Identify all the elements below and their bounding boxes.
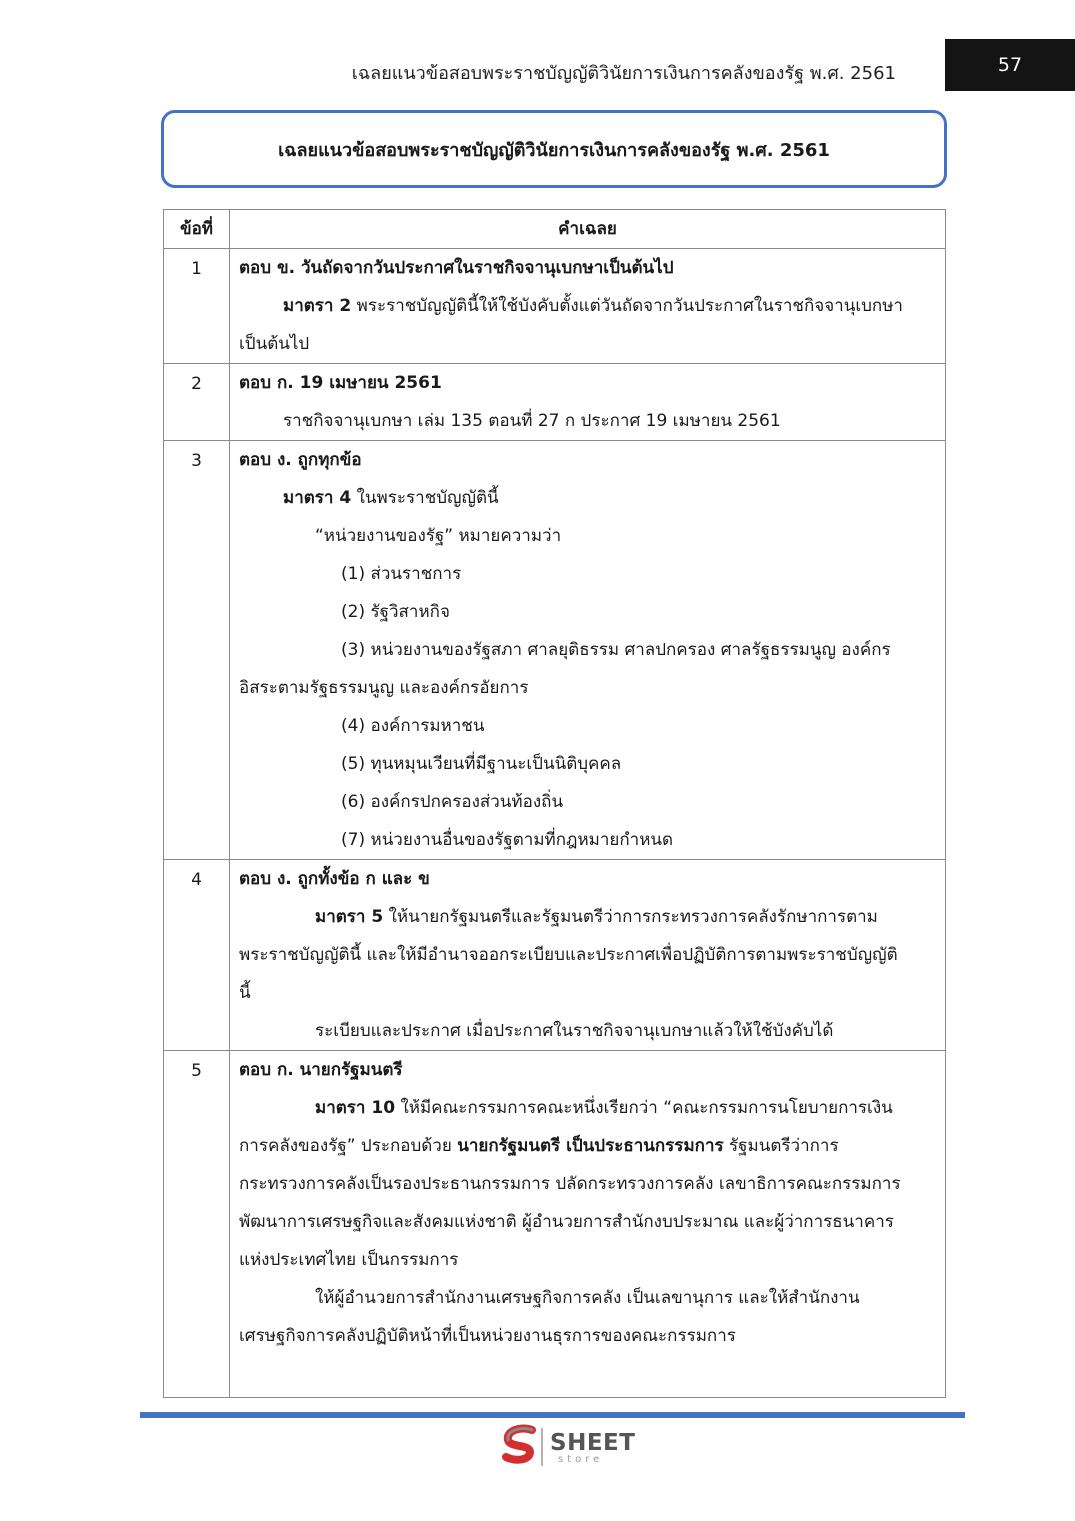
second-paragraph-continuation: เศรษฐกิจการคลังปฏิบัติหน้าที่เป็นหน่วยงานธุรการของคณะกรรมการ: [239, 1326, 736, 1346]
line-text: รัฐมนตรีว่าการ: [723, 1136, 839, 1156]
list-item: (6) องค์กรปกครองส่วนท้องถิ่น: [341, 792, 564, 812]
section-label: มาตรา 4: [283, 488, 352, 508]
answer-line: ตอบ ก. นายกรัฐมนตรี: [239, 1060, 403, 1080]
answer-line: ตอบ ง. ถูกทุกข้อ: [239, 450, 362, 470]
question-number: 3: [164, 441, 230, 860]
section-paragraph: [239, 1089, 937, 1127]
list-item: (3) หน่วยงานของรัฐสภา ศาลยุติธรรม ศาลปกครอง ศาลรัฐธรรมนูญ องค์กร: [341, 640, 891, 660]
list-item-continuation: อิสระตามรัฐธรรมนูญ และองค์กรอัยการ: [239, 678, 529, 698]
running-header-title: เฉลยแนวข้อสอบพระราชบัญญัติวินัยการเงินการคลังของรัฐ พ.ศ. 2561: [351, 63, 896, 84]
answer-table: [163, 209, 946, 1398]
section-continuation: พระราชบัญญัตินี้ และให้มีอำนาจออกระเบียบและประกาศเพื่อปฏิบัติการตามพระราชบัญญัติ: [239, 945, 898, 965]
section-continuation: พัฒนาการเศรษฐกิจและสังคมแห่งชาติ ผู้อำนวยการสำนักงบประมาณ และผู้ว่าการธนาคาร: [239, 1212, 894, 1232]
section-label: มาตรา 10: [315, 1098, 396, 1118]
table-header-row: [164, 210, 946, 249]
section-paragraph: [239, 898, 937, 936]
answer-cell: [230, 1051, 946, 1398]
table-row: [164, 860, 946, 1051]
highlighted-answer-text: นายกรัฐมนตรี เป็นประธานกรรมการ: [457, 1136, 724, 1156]
second-paragraph: ให้ผู้อำนวยการสำนักงานเศรษฐกิจการคลัง เป็นเลขานุการ และให้สำนักงาน: [315, 1288, 860, 1308]
answer-line: ตอบ ข. วันถัดจากวันประกาศในราชกิจจานุเบกษาเป็นต้นไป: [239, 258, 674, 278]
list-item: (5) ทุนหมุนเวียนที่มีฐานะเป็นนิติบุคคล: [341, 754, 622, 774]
definition-line: “หน่วยงานของรัฐ” หมายความว่า: [315, 526, 562, 546]
reference-note: ราชกิจจานุเบกษา เล่ม 135 ตอนที่ 27 ก ประกาศ 19 เมษายน 2561: [283, 411, 781, 431]
section-continuation: แห่งประเทศไทย เป็นกรรมการ: [239, 1250, 459, 1270]
section-text: ให้นายกรัฐมนตรีและรัฐมนตรีว่าการกระทรวงการคลังรักษาการตาม: [383, 907, 878, 927]
column-header-answer: คำเฉลย: [230, 210, 946, 249]
logo-sub: store: [558, 1454, 604, 1465]
section-text: พระราชบัญญัตินี้ให้ใช้บังคับตั้งแต่วันถัดจากวันประกาศในราชกิจจานุเบกษา: [351, 296, 903, 316]
page-number: 57: [945, 39, 1075, 91]
sheet-store-s-logo-icon: [498, 1424, 544, 1468]
document-title: เฉลยแนวข้อสอบพระราชบัญญัติวินัยการเงินการคลังของรัฐ พ.ศ. 2561: [278, 139, 830, 161]
list-item: (4) องค์การมหาชน: [341, 716, 485, 736]
section-continuation: เป็นต้นไป: [239, 334, 310, 354]
row-spacer: [239, 1355, 937, 1397]
list-item: (1) ส่วนราชการ: [341, 564, 462, 584]
answer-cell: [230, 364, 946, 441]
section-text: ในพระราชบัญญัตินี้: [351, 488, 499, 508]
section-paragraph: [239, 287, 937, 325]
column-header-number: ข้อที่: [164, 210, 230, 249]
list-item: (7) หน่วยงานอื่นของรัฐตามที่กฎหมายกำหนด: [341, 830, 674, 850]
question-number: 1: [164, 249, 230, 364]
section-label: มาตรา 2: [283, 296, 352, 316]
section-text: ให้มีคณะกรรมการคณะหนึ่งเรียกว่า “คณะกรรมการนโยบายการเงิน: [395, 1098, 893, 1118]
table-row: [164, 1051, 946, 1398]
second-paragraph: ระเบียบและประกาศ เมื่อประกาศในราชกิจจานุเบกษาแล้วให้ใช้บังคับได้: [315, 1021, 834, 1041]
question-number: 2: [164, 364, 230, 441]
answer-cell: [230, 441, 946, 860]
footer-divider: [140, 1412, 965, 1418]
question-number: 4: [164, 860, 230, 1051]
logo-name: SHEET: [550, 1430, 636, 1456]
question-number: 5: [164, 1051, 230, 1398]
title-box: [161, 110, 947, 188]
answer-line: ตอบ ง. ถูกทั้งข้อ ก และ ข: [239, 869, 430, 889]
section-continuation: นี้: [239, 983, 251, 1003]
sheet-store-logo: [498, 1424, 648, 1470]
answer-cell: [230, 249, 946, 364]
table-row: [164, 364, 946, 441]
answer-cell: [230, 860, 946, 1051]
section-continuation: กระทรวงการคลังเป็นรองประธานกรรมการ ปลัดกระทรวงการคลัง เลขาธิการคณะกรรมการ: [239, 1174, 901, 1194]
section-label: มาตรา 5: [315, 907, 384, 927]
section-paragraph: [239, 479, 937, 517]
answer-line: ตอบ ก. 19 เมษายน 2561: [239, 373, 442, 393]
list-item: (2) รัฐวิสาหกิจ: [341, 602, 450, 622]
table-row: [164, 249, 946, 364]
table-row: [164, 441, 946, 860]
section-continuation: [239, 1127, 937, 1165]
line-text: การคลังของรัฐ” ประกอบด้วย: [239, 1136, 458, 1156]
